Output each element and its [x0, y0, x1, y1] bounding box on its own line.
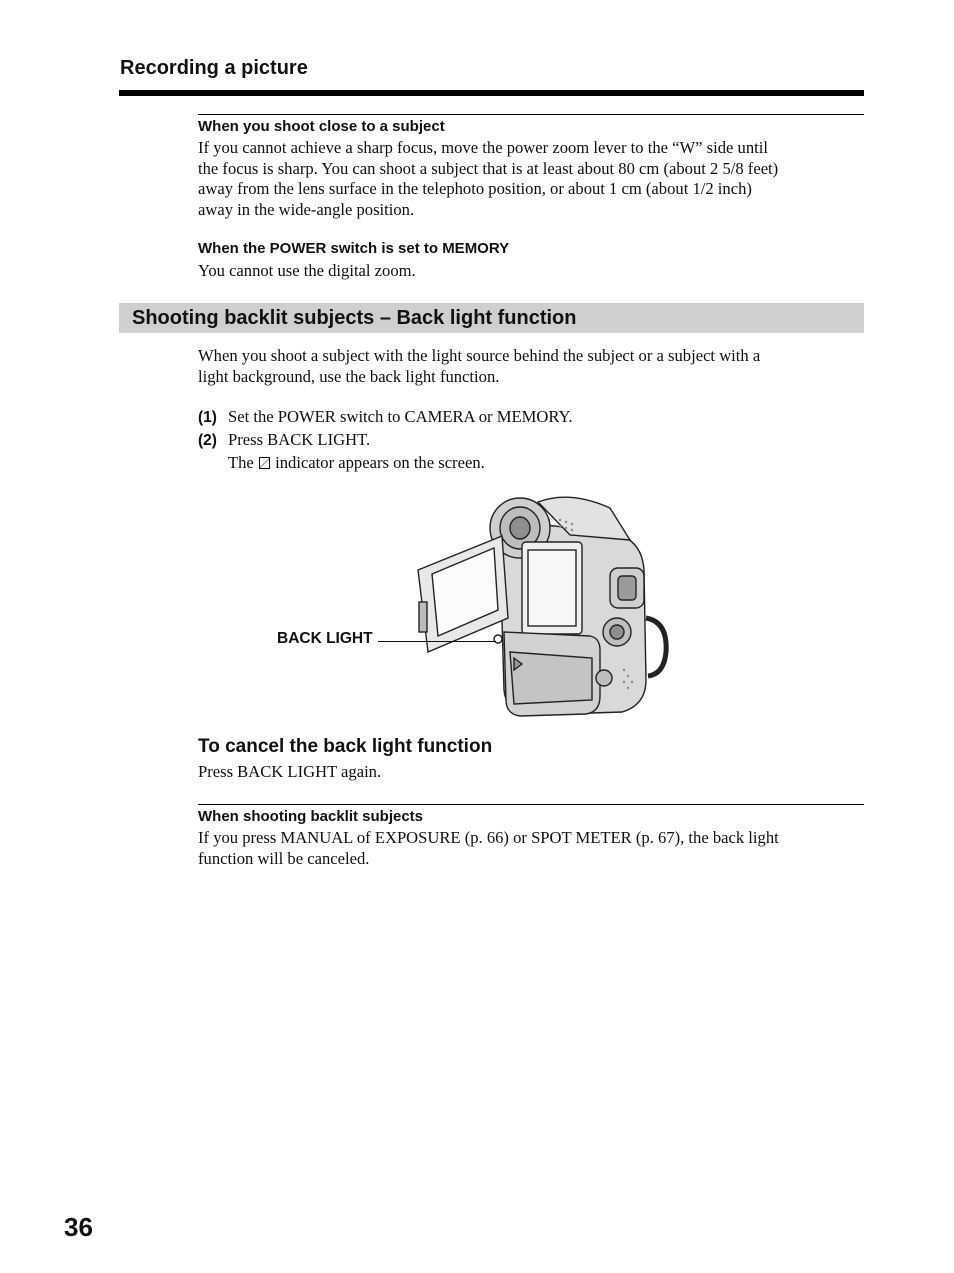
text-fragment: The — [228, 453, 254, 472]
step-1 — [198, 406, 573, 429]
callout-leader-line — [378, 641, 496, 642]
note-body — [198, 261, 864, 282]
text-line: You cannot use the digital zoom. — [198, 261, 416, 280]
step-text: Press BACK LIGHT. — [228, 430, 371, 449]
step-2 — [198, 429, 370, 452]
note-rule — [198, 804, 864, 805]
text-line: Press BACK LIGHT again. — [198, 762, 382, 781]
page-number: 36 — [64, 1212, 93, 1242]
back-light-indicator-icon — [259, 457, 270, 469]
cancel-text — [198, 762, 864, 783]
note-body — [198, 828, 864, 869]
note-body — [198, 138, 864, 220]
step-number: (2) — [198, 432, 217, 449]
note-heading: When the POWER switch is set to MEMORY — [198, 240, 510, 257]
text-line: away from the lens surface in the telephoto position, or about 1 cm (about 1/2 inch) — [198, 179, 752, 198]
text-line: If you cannot achieve a sharp focus, move the power zoom lever to the “W” side until — [198, 138, 768, 157]
step-text: Set the POWER switch to CAMERA or MEMORY. — [228, 407, 573, 426]
text-line: function will be canceled. — [198, 848, 370, 868]
text-line: When you shoot a subject with the light source behind the subject or a subject with a — [198, 346, 761, 365]
cancel-heading: To cancel the back light function — [198, 736, 493, 757]
note-heading: When you shoot close to a subject — [198, 118, 445, 135]
camcorder-illustration — [410, 490, 675, 725]
figure-callout-back-light: BACK LIGHT — [277, 630, 373, 647]
backlight-section-title: Shooting backlit subjects – Back light function — [132, 307, 577, 329]
section-title: Recording a picture — [120, 57, 308, 79]
step-number: (1) — [198, 409, 217, 426]
text-line: light background, use the back light function. — [198, 366, 500, 386]
text-fragment: indicator appears on the screen. — [275, 453, 485, 472]
text-line: If you press MANUAL of EXPOSURE (p. 66) or SPOT METER (p. 67), the back light — [198, 828, 779, 847]
text-line: the focus is sharp. You can shoot a subject that is at least about 80 cm (about 2 5/8 feet) — [198, 158, 779, 178]
text-line: away in the wide-angle position. — [198, 199, 415, 219]
note-rule — [198, 114, 864, 115]
note-heading: When shooting backlit subjects — [198, 808, 424, 825]
backlight-intro — [198, 346, 864, 387]
step-2-note — [228, 452, 485, 474]
header-rule — [119, 90, 864, 96]
